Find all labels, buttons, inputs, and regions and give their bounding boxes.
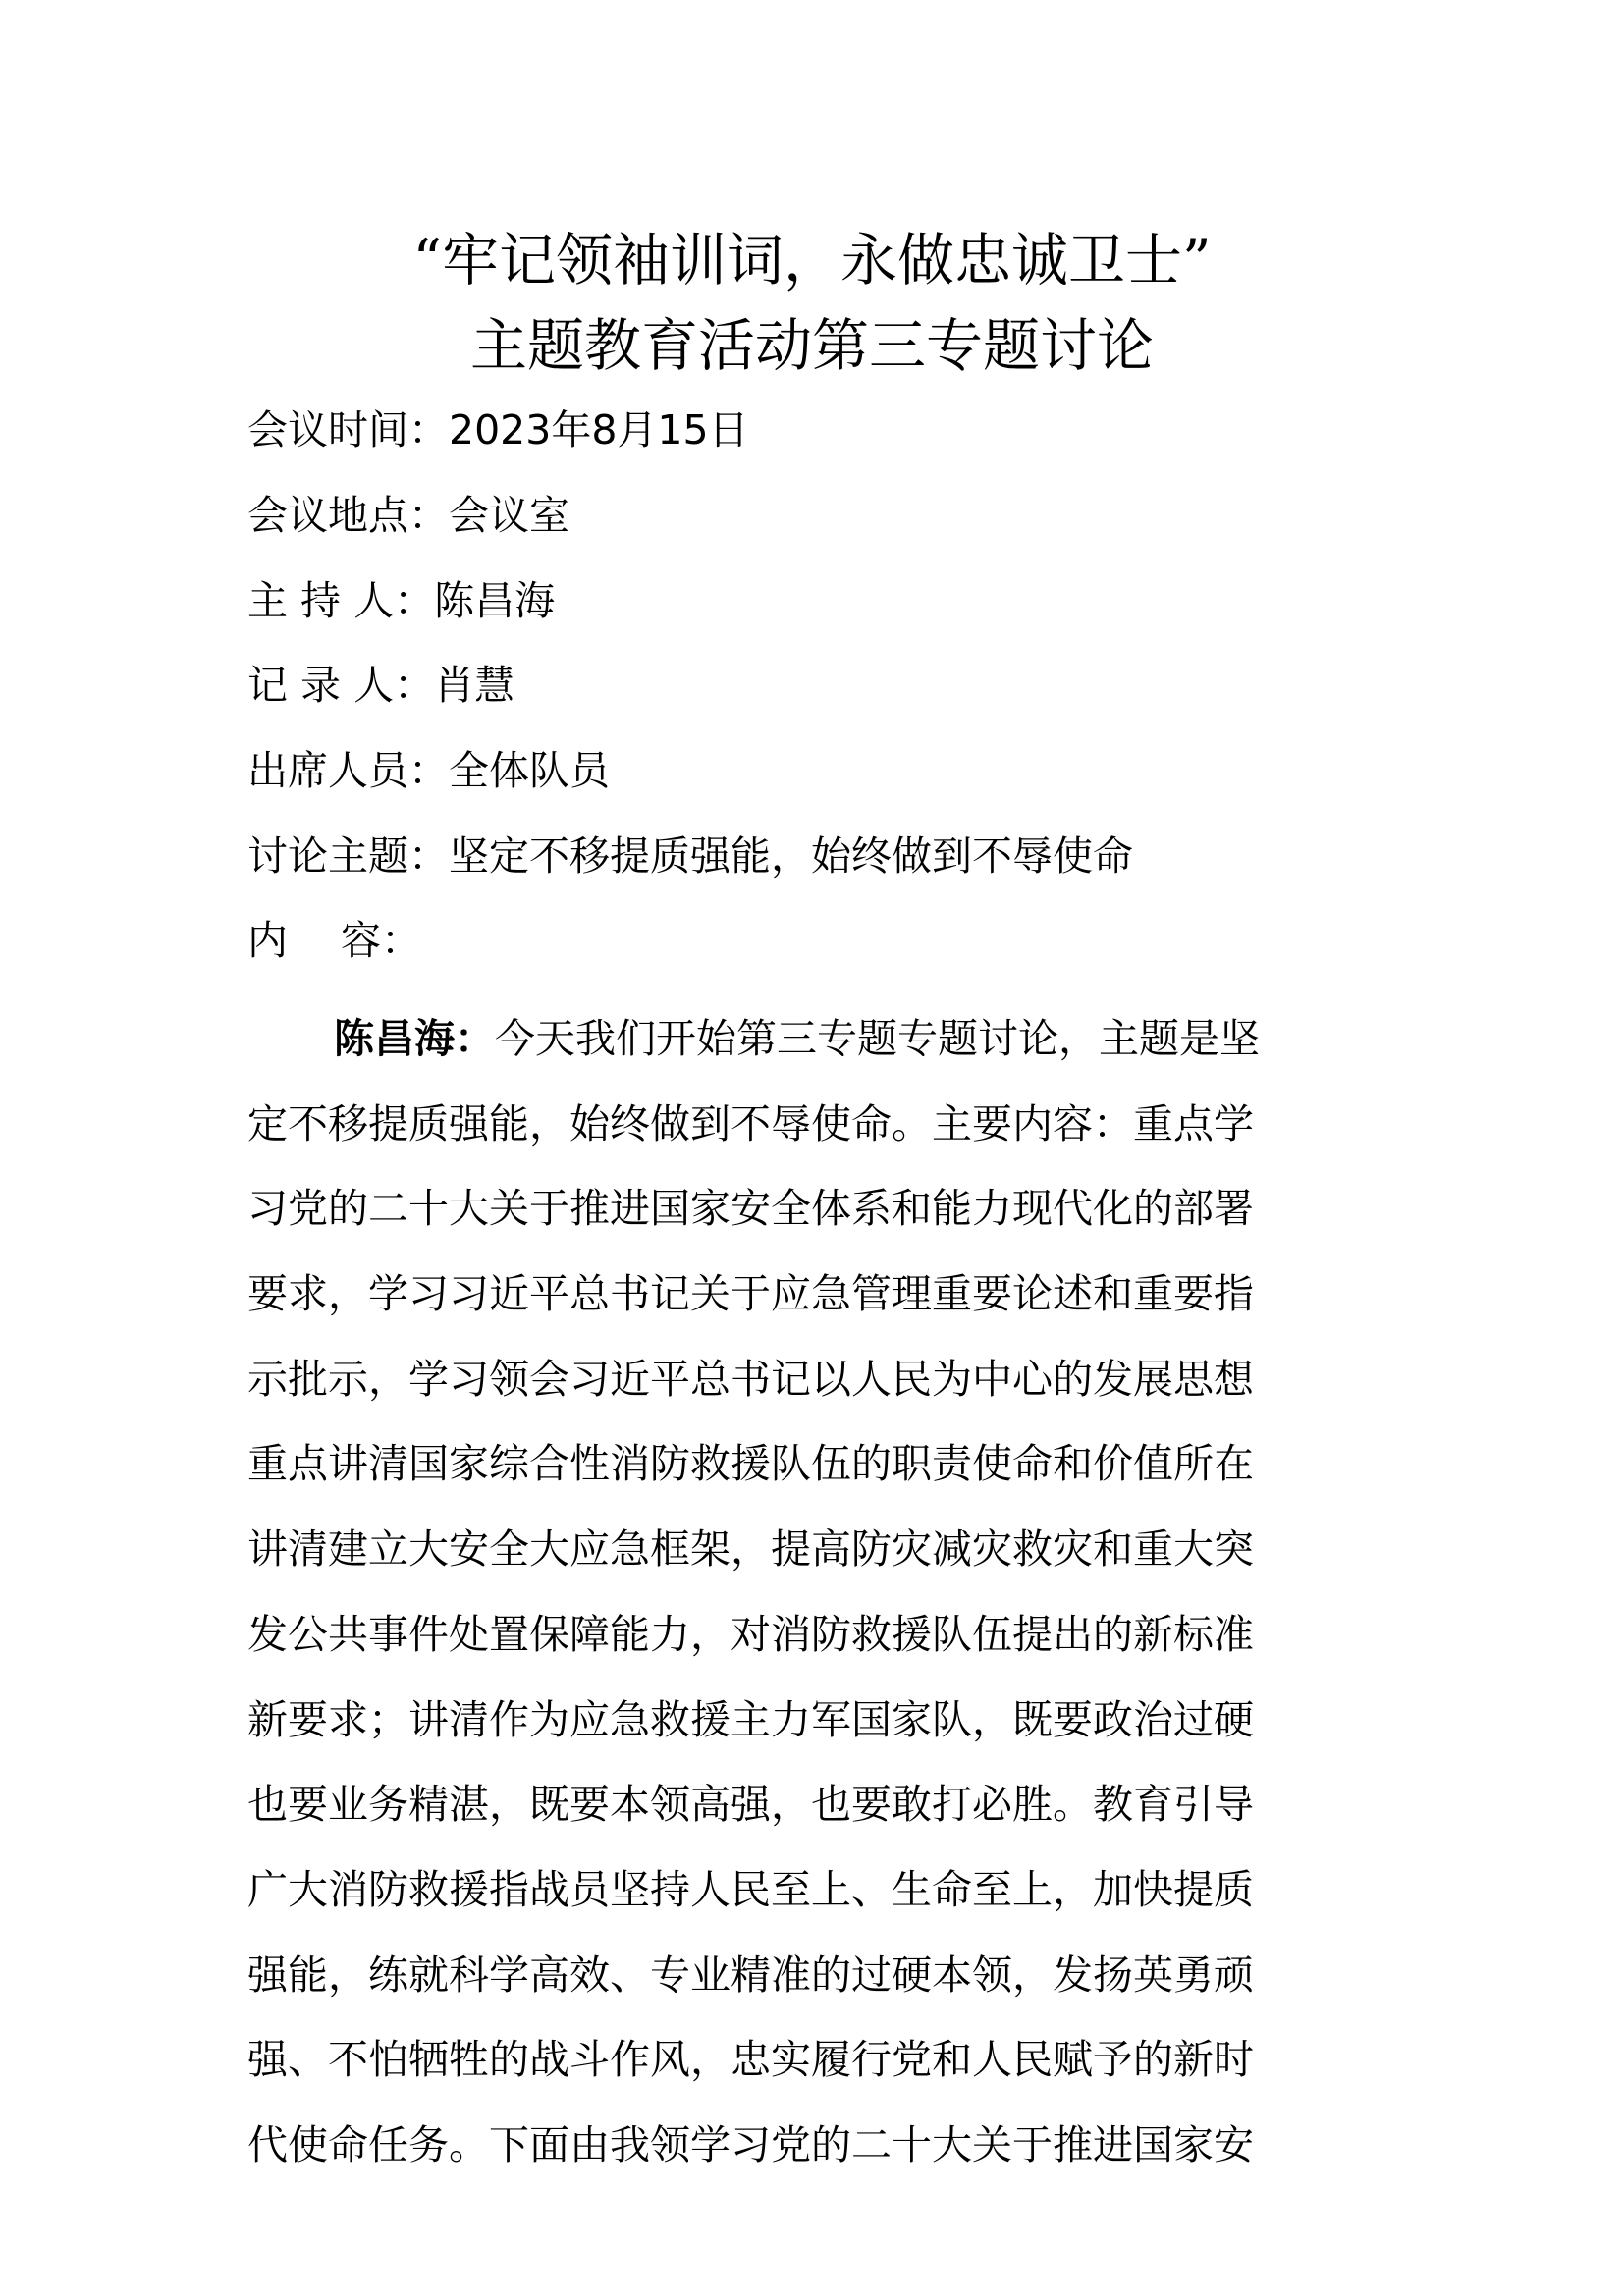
body-line: 重点讲清国家综合性消防救援队伍的职责使命和价值所在 [247, 1440, 1254, 1488]
body-line: 定不移提质强能，始终做到不辱使命。主要内容：重点学 [247, 1099, 1254, 1148]
body-line [247, 996, 1379, 1082]
meeting-place-value: 会议室 [449, 492, 569, 539]
body-line: 讲清建立大安全大应急框架，提高防灾减灾救灾和重大突 [247, 1525, 1254, 1574]
meeting-content-label: 内 容： [247, 917, 422, 964]
meeting-recorder-value: 肖慧 [434, 662, 515, 709]
body-line: 示批示，学习领会习近平总书记以人民为中心的发展思想 [247, 1355, 1254, 1403]
body-line: 要求，学习习近平总书记关于应急管理重要论述和重要指 [247, 1270, 1254, 1318]
meeting-topic-label: 讨论主题： [247, 832, 449, 880]
body-line: 发公共事件处置保障能力，对消防救援队伍提出的新标准 [247, 1610, 1254, 1658]
meeting-place-label: 会议地点： [247, 492, 449, 539]
body-line-text: 今天我们开始第三专题专题讨论，主题是坚 [495, 1015, 1260, 1062]
meeting-topic-value: 坚定不移提质强能，始终做到不辱使命 [449, 832, 1133, 880]
body-line: 习党的二十大关于推进国家安全体系和能力现代化的部署 [247, 1185, 1254, 1233]
meeting-host-value: 陈昌海 [434, 577, 556, 624]
meeting-recorder-row [247, 656, 514, 715]
meeting-attendees-value: 全体队员 [449, 747, 610, 794]
body-line: 强、不怕牺牲的战斗作风，忠实履行党和人民赋予的新时 [247, 2036, 1254, 2084]
meeting-place-row [247, 486, 569, 545]
meeting-time-value: 2023年8月15日 [449, 406, 749, 454]
meeting-host-label: 主 持 人： [247, 577, 435, 624]
discussion-body [247, 996, 1379, 2188]
body-line: 代使命任务。下面由我领学习党的二十大关于推进国家安 [247, 2120, 1254, 2168]
meeting-time-label: 会议时间： [247, 406, 449, 454]
body-line: 广大消防救援指战员坚持人民至上、生命至上，加快提质 [247, 1865, 1254, 1913]
speaker-name: 陈昌海： [334, 1015, 495, 1062]
body-line: 也要业务精湛，既要本领高强，也要敢打必胜。教育引导 [247, 1781, 1254, 1829]
meeting-host-row [247, 571, 555, 630]
body-line: 新要求；讲清作为应急救援主力军国家队，既要政治过硬 [247, 1695, 1254, 1743]
meeting-recorder-label: 记 录 人： [247, 662, 435, 709]
meeting-attendees-label: 出席人员： [247, 747, 449, 794]
meeting-content-row [247, 911, 421, 970]
meeting-time-row [247, 400, 749, 459]
meeting-topic-row [247, 827, 1133, 885]
document-title-line-1: “牢记领袖训词，永做忠诚卫士” [412, 227, 1212, 294]
body-line: 强能，练就科学高效、专业精准的过硬本领，发扬英勇顽 [247, 1950, 1254, 1999]
document-title-line-2: 主题教育活动第三专题讨论 [469, 312, 1154, 379]
meeting-attendees-row [247, 741, 610, 800]
